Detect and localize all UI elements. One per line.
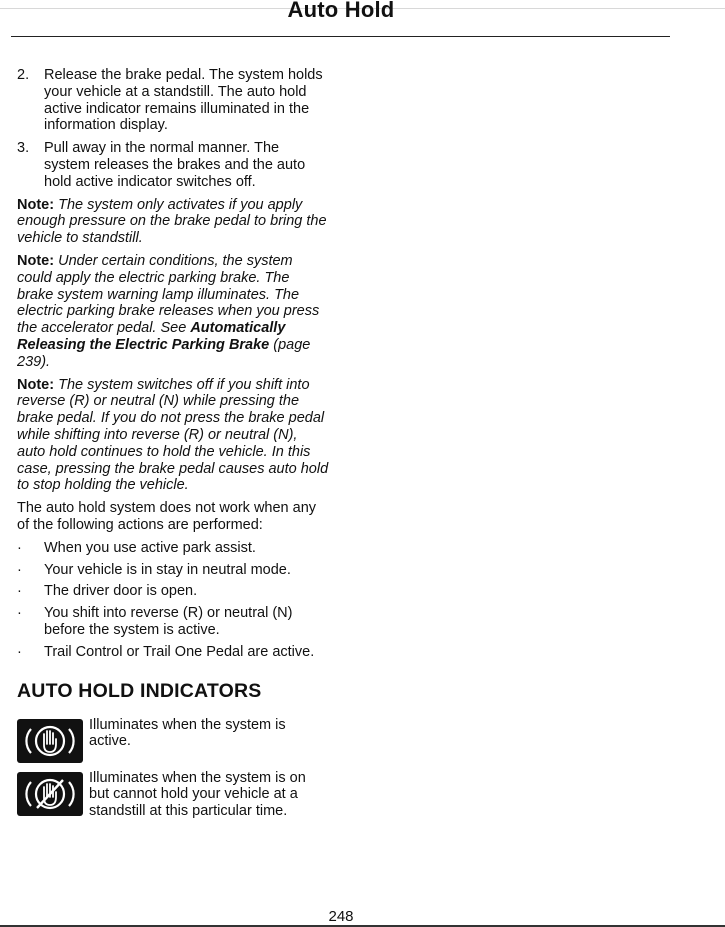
auto-hold-active-icon xyxy=(17,719,83,763)
auto-hold-unable-icon xyxy=(17,772,83,816)
step-text: Release the brake pedal. The system holds your vehicle at a standstill. The auto hold active indicator remains illuminated in the information display. xyxy=(44,67,323,134)
note-paragraph xyxy=(17,377,329,495)
list-item: · You shift into reverse (R) or neutral (N) before the system is active. xyxy=(17,605,293,638)
numbered-step xyxy=(17,140,329,190)
note-label: Note: xyxy=(17,376,55,393)
note-text: The system switches off if you shift into reverse (R) or neutral (N) while pressing the brake pedal. If you do not press the brake pedal while shifting into reverse (R) or neutral (N), auto hold continues to hold the vehicle. In this case, pressing the brake pedal causes auto hold to stop holding the vehicle. xyxy=(17,376,329,494)
conditions-list xyxy=(17,540,329,661)
indicator-row xyxy=(17,717,329,763)
page-header-title: Auto Hold xyxy=(287,0,395,22)
note-paragraph xyxy=(17,197,329,247)
numbered-step xyxy=(17,67,329,134)
page-reference: (page 239). xyxy=(17,336,311,370)
note-label: Note: xyxy=(17,196,55,213)
list-item: · The driver door is open. xyxy=(17,583,198,600)
note-text: Under certain conditions, the system could apply the electric parking brake. The brake system warning lamp illuminates. The electric parking brake releases when you press the accelerator pedal. See xyxy=(17,252,320,337)
bullet-marker: · xyxy=(17,539,22,556)
header-rule xyxy=(11,36,670,37)
note-label: Note: xyxy=(17,252,55,269)
indicator-row xyxy=(17,770,329,820)
bullet-marker: · xyxy=(17,583,22,600)
page-number: 248 xyxy=(328,908,354,925)
list-item: · When you use active park assist. xyxy=(17,539,256,556)
note-text: The system only activates if you apply enough pressure on the brake pedal to bring the vehicle to standstill. xyxy=(17,196,327,247)
intro-paragraph: The auto hold system does not work when any of the following actions are performed: xyxy=(17,500,317,533)
list-item: · Trail Control or Trail One Pedal are active. xyxy=(17,643,315,660)
content-column xyxy=(17,67,329,827)
step-number: 3. xyxy=(17,140,30,157)
list-item: · Your vehicle is in stay in neutral mode. xyxy=(17,561,291,578)
note-paragraph xyxy=(17,253,329,371)
indicator-description: Illuminates when the system is on but cannot hold your vehicle at a standstill at this particular time. xyxy=(89,769,306,820)
bullet-marker: · xyxy=(17,561,22,578)
cross-reference-link[interactable]: Automatically Releasing the Electric Parking Brake xyxy=(17,320,286,353)
indicator-description: Illuminates when the system is active. xyxy=(89,716,286,750)
step-number: 2. xyxy=(17,67,30,83)
step-text: Pull away in the normal manner. The system releases the brakes and the auto hold active indicator switches off. xyxy=(44,140,306,190)
section-heading: AUTO HOLD INDICATORS xyxy=(17,679,262,702)
bullet-marker: · xyxy=(17,605,22,622)
bullet-marker: · xyxy=(17,643,22,660)
